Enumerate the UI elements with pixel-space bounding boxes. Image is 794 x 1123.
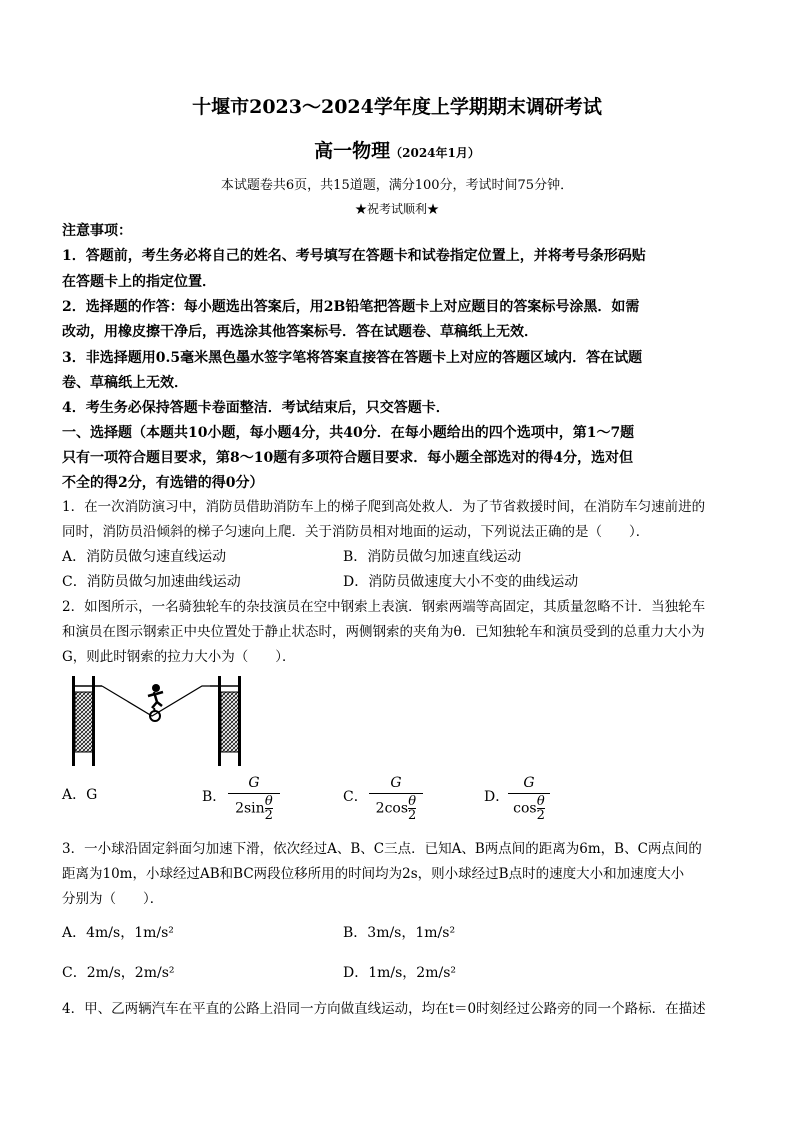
q1-option-a: A．消防员做匀速直线运动 bbox=[62, 549, 227, 565]
q2-option-c-label: C． bbox=[343, 789, 368, 805]
notice-line: 改动，用橡皮擦干净后，再选涂其他答案标号．答在试题卷、草稿纸上无效． bbox=[62, 324, 538, 340]
tightrope-figure bbox=[62, 672, 252, 768]
notice-line: 4．考生务必保持答题卡卷面整洁．考试结束后，只交答题卡． bbox=[62, 400, 450, 416]
q3-option-c: C．2m/s，2m/s² bbox=[62, 965, 175, 981]
exam-date: （2024年1月） bbox=[390, 146, 480, 160]
notice-line: 在答题卡上的指定位置． bbox=[62, 274, 216, 290]
q1-stem: 同时，消防员沿倾斜的梯子匀速向上爬．关于消防员相对地面的运动，下列说法正确的是（ ）． bbox=[62, 524, 650, 540]
notice-line: 3．非选择题用0.5毫米黑色墨水签字笔将答案直接答在答题卡上对应的答题区域内．答在试题 bbox=[62, 350, 643, 366]
exam-info: 本试题卷共6页，共15道题，满分100分，考试时间75分钟． bbox=[220, 178, 574, 193]
section-heading: 只有一项符合题目要求，第8～10题有多项符合题目要求．每小题全部选对的得4分，选对但 bbox=[62, 450, 633, 466]
q4-stem: 4．甲、乙两辆汽车在平直的公路上沿同一方向做直线运动，均在t＝0时刻经过公路旁的同一个路标．在描述 bbox=[62, 1001, 706, 1017]
notice-line: 卷、草稿纸上无效． bbox=[62, 375, 188, 391]
q2-option-b-label: B． bbox=[202, 789, 227, 805]
q3-option-b: B．3m/s，1m/s² bbox=[343, 925, 456, 941]
q3-option-a: A．4m/s，1m/s² bbox=[62, 925, 174, 941]
fraction-numerator: G bbox=[390, 775, 402, 791]
fraction-numerator: G bbox=[523, 775, 535, 791]
q1-option-d: D．消防员做速度大小不变的曲线运动 bbox=[343, 574, 579, 590]
left-tower bbox=[75, 692, 93, 752]
exam-wish: ★祝考试顺利★ bbox=[354, 202, 439, 216]
q2-option-b-fraction bbox=[228, 774, 280, 822]
fraction-numerator: G bbox=[248, 775, 260, 791]
q2-stem: G，则此时钢索的拉力大小为（ ）． bbox=[62, 649, 296, 665]
section-heading: 一、选择题（本题共10小题，每小题4分，共40分．在每小题给出的四个选项中，第1～7题 bbox=[62, 425, 635, 441]
q2-option-c-fraction bbox=[369, 774, 423, 822]
two: 2 bbox=[264, 808, 273, 823]
q3-option-d: D．1m/s，2m/s² bbox=[343, 965, 457, 981]
q3-stem: 分别为（ ）． bbox=[62, 891, 164, 907]
theta: θ bbox=[264, 794, 273, 809]
q2-option-d-label: D． bbox=[484, 789, 510, 805]
notice-heading: 注意事项： bbox=[62, 223, 132, 239]
q1-stem: 1．在一次消防演习中，消防员借助消防车上的梯子爬到高处救人．为了节省救援时间，在消防车匀速前进的 bbox=[62, 499, 706, 515]
exam-title: 十堰市2023～2024学年度上学期期末调研考试 bbox=[192, 96, 602, 118]
section-heading: 不全的得2分，有选错的得0分） bbox=[62, 475, 264, 491]
q1-option-b: B．消防员做匀加速直线运动 bbox=[343, 549, 522, 565]
theta: θ bbox=[408, 794, 417, 809]
fraction-denominator: 2cos bbox=[375, 800, 409, 817]
q2-stem: 和演员在图示钢索正中央位置处于静止状态时，两侧钢索的夹角为θ．已知独轮车和演员受到的总重力大小为 bbox=[62, 624, 705, 640]
unicycle-performer bbox=[148, 684, 163, 721]
two: 2 bbox=[536, 808, 545, 823]
notice-line: 2．选择题的作答：每小题选出答案后，用2B铅笔把答题卡上对应题目的答案标号涂黑．如需 bbox=[62, 299, 640, 315]
q2-option-a: A．G bbox=[62, 787, 98, 803]
q1-option-c: C．消防员做匀加速曲线运动 bbox=[62, 574, 241, 590]
right-tower bbox=[221, 692, 239, 752]
fraction-denominator: cos bbox=[513, 800, 537, 817]
fraction-denominator: 2sin bbox=[235, 800, 265, 817]
q3-stem: 距离为10m，小球经过AB和BC两段位移所用的时间均为2s，则小球经过B点时的速度大小和加速度大小 bbox=[62, 866, 685, 882]
two: 2 bbox=[408, 808, 417, 823]
notice-line: 1．答题前，考生务必将自己的姓名、考号填写在答题卡和试卷指定位置上，并将考号条形码贴 bbox=[62, 248, 646, 264]
q2-option-d-fraction bbox=[508, 774, 550, 822]
exam-subject-line bbox=[0, 140, 794, 164]
q2-stem: 2．如图所示，一名骑独轮车的杂技演员在空中钢索上表演．钢索两端等高固定，其质量忽略不计．当独轮车 bbox=[62, 599, 706, 615]
exam-subject: 高一物理 bbox=[314, 140, 391, 162]
theta: θ bbox=[536, 794, 545, 809]
q3-stem: 3．一小球沿固定斜面匀加速下滑，依次经过A、B、C三点．已知A、B两点间的距离为6m，B、C两点间的 bbox=[62, 841, 702, 857]
